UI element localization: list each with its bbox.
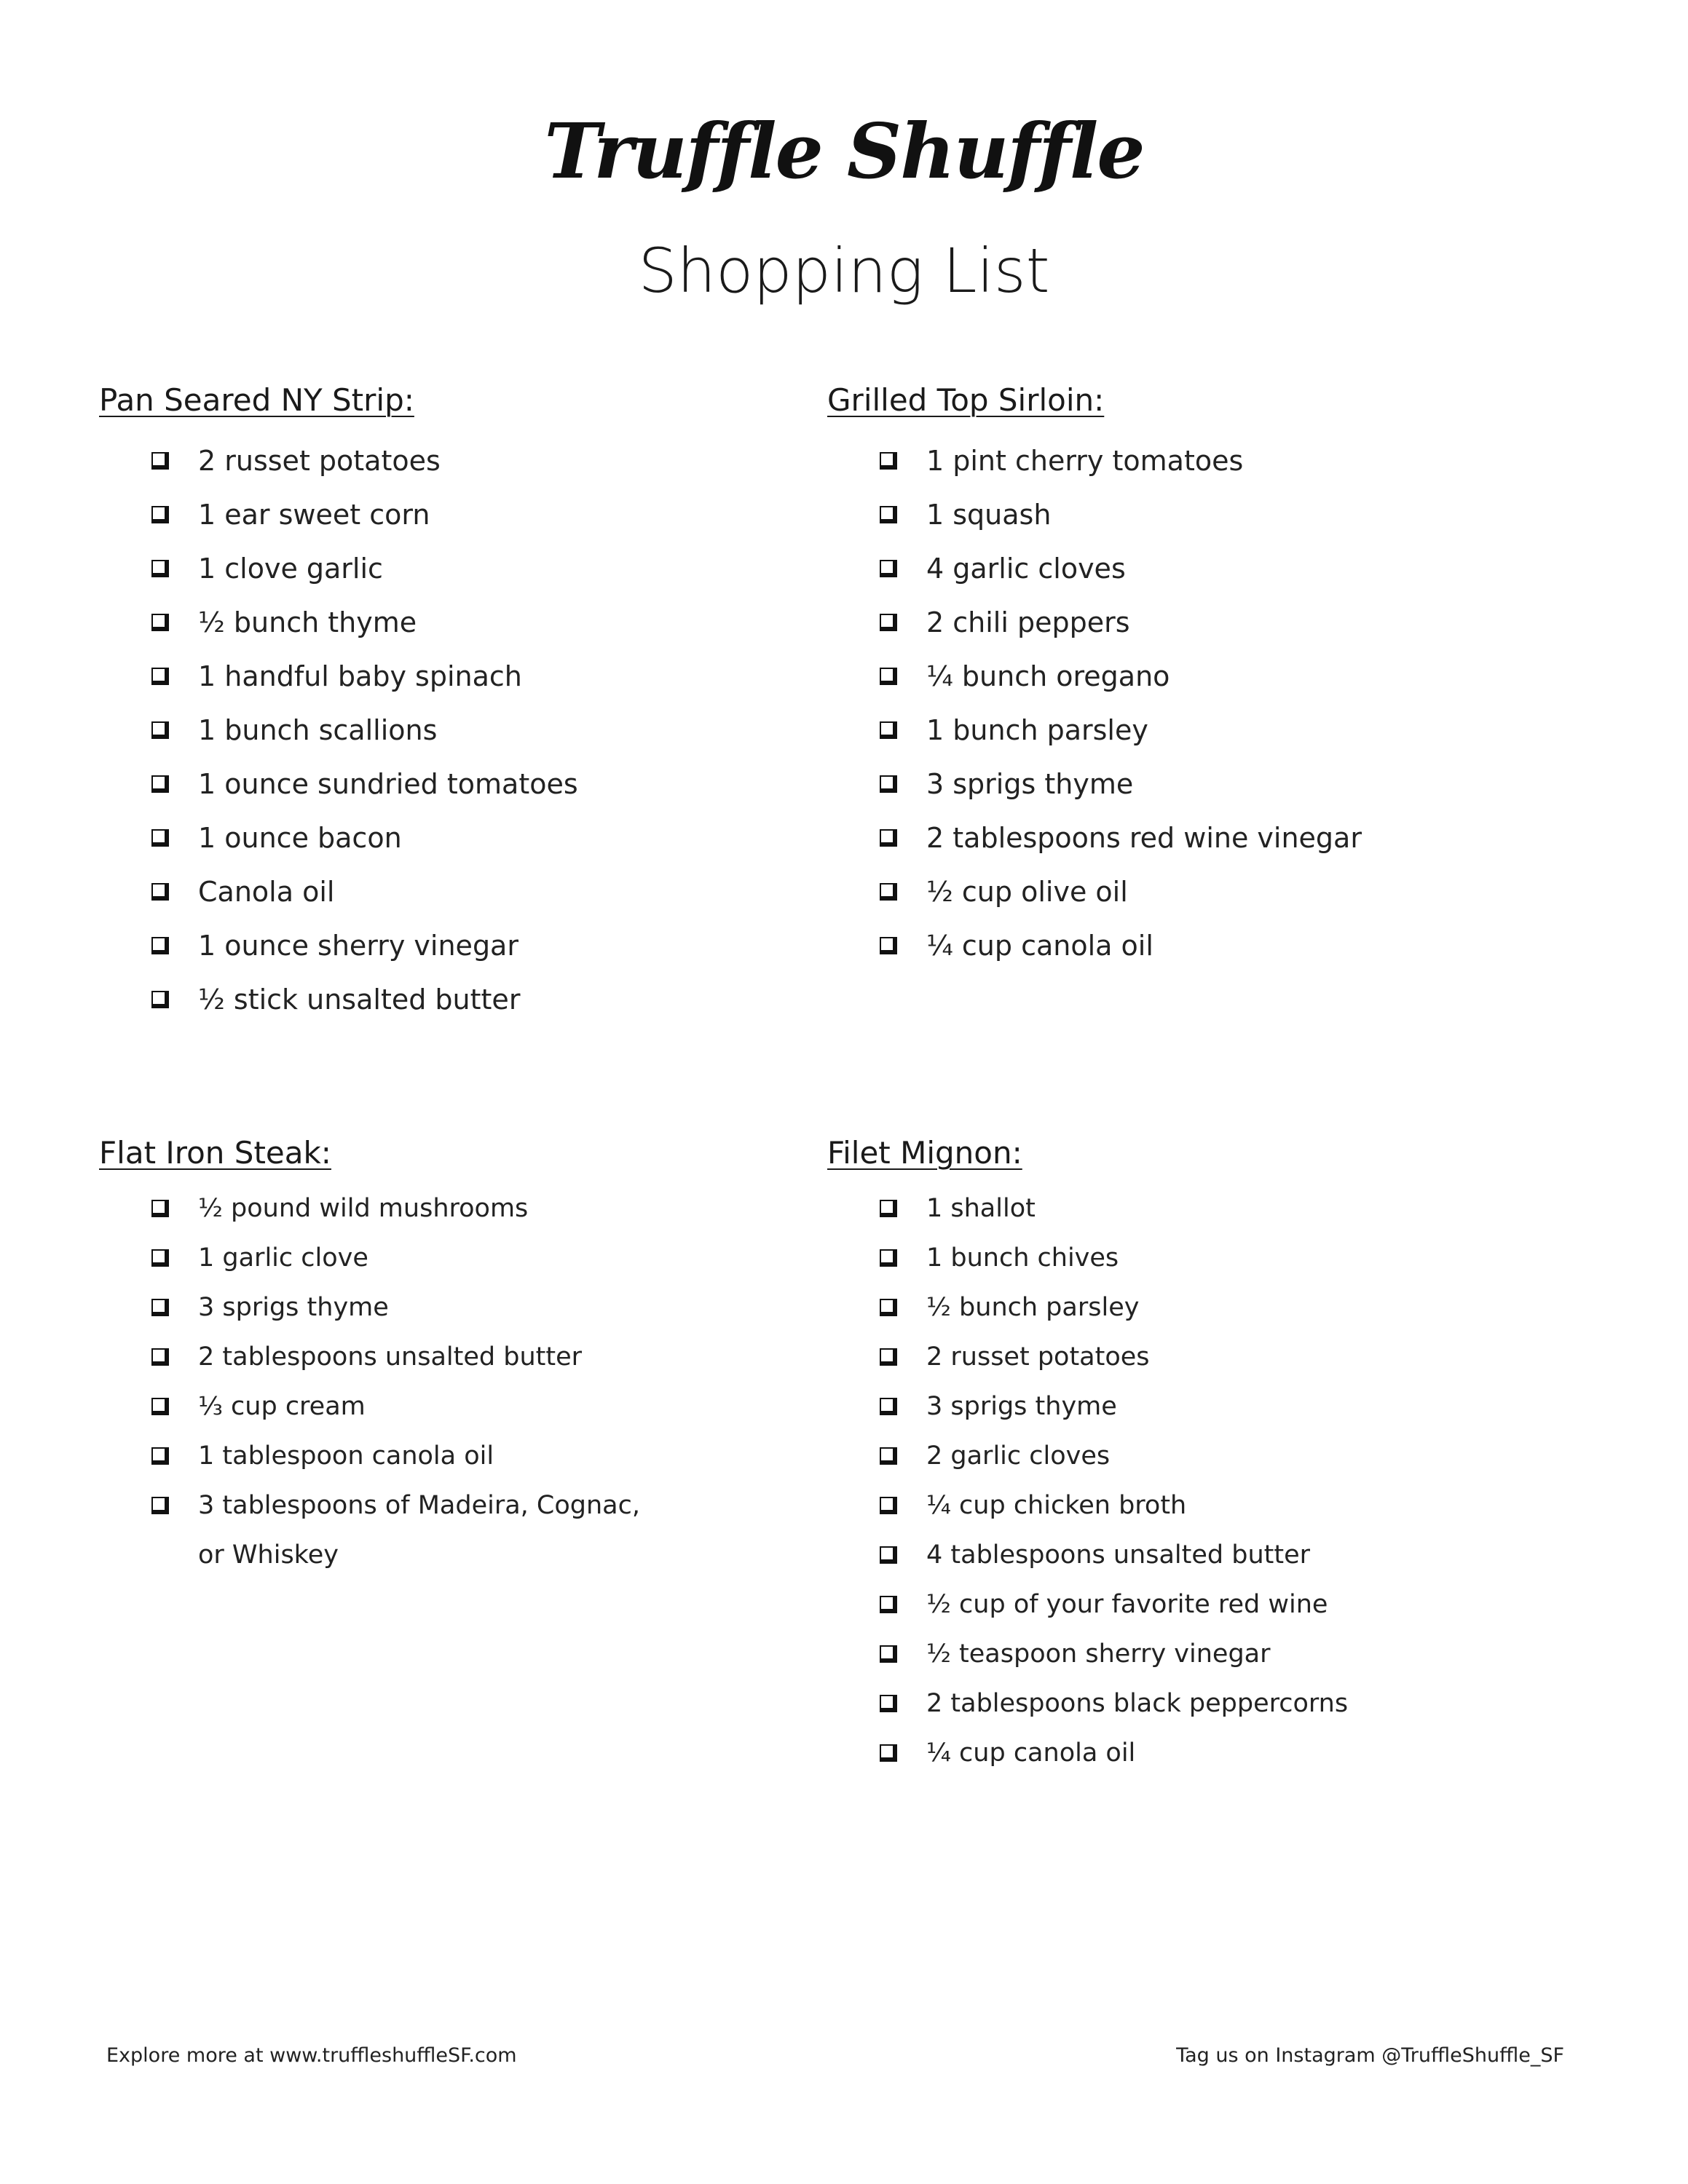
- item-label: 2 chili peppers: [926, 606, 1130, 638]
- checkbox-icon[interactable]: [880, 1299, 897, 1316]
- checkbox-icon[interactable]: [151, 1249, 169, 1267]
- item-label: ⅓ cup cream: [198, 1392, 366, 1421]
- list-item: [880, 1728, 1348, 1778]
- section-heading: Grilled Top Sirloin:: [827, 382, 1105, 418]
- checkbox-icon[interactable]: [151, 937, 169, 954]
- list-item: [880, 703, 1362, 757]
- item-label: 1 pint cherry tomatoes: [926, 445, 1244, 477]
- section-grilled-top-sirloin: [827, 380, 1362, 973]
- checkbox-icon[interactable]: [151, 775, 169, 793]
- shopping-items: [880, 434, 1362, 973]
- checkbox-icon[interactable]: [151, 560, 169, 577]
- item-label: ½ pound wild mushrooms: [198, 1194, 529, 1223]
- list-item: [151, 649, 578, 703]
- item-label: ¼ cup chicken broth: [926, 1491, 1187, 1520]
- item-label: 1 garlic clove: [198, 1243, 368, 1273]
- list-item: [151, 1184, 640, 1233]
- checkbox-icon[interactable]: [151, 1348, 169, 1366]
- list-item: [880, 865, 1362, 919]
- item-label: 2 tablespoons red wine vinegar: [926, 822, 1362, 854]
- list-item: [151, 757, 578, 811]
- section-heading: Filet Mignon:: [827, 1135, 1022, 1171]
- footer-website: Explore more at www.truffleshuffleSF.com: [106, 2044, 517, 2067]
- checkbox-icon[interactable]: [151, 1299, 169, 1316]
- list-item: [880, 1481, 1348, 1530]
- item-label: 2 russet potatoes: [926, 1342, 1150, 1372]
- list-item: [880, 1629, 1348, 1679]
- list-item: [880, 1332, 1348, 1382]
- item-label: ¼ cup canola oil: [926, 930, 1153, 962]
- item-label: 1 ounce bacon: [198, 822, 402, 854]
- checkbox-icon[interactable]: [151, 452, 169, 470]
- item-label: ½ bunch thyme: [198, 606, 417, 638]
- list-item: [880, 1283, 1348, 1332]
- item-label: ½ cup olive oil: [926, 876, 1128, 908]
- item-label: 1 bunch chives: [926, 1243, 1119, 1273]
- checkbox-icon[interactable]: [880, 721, 897, 739]
- checkbox-icon[interactable]: [880, 1497, 897, 1514]
- checkbox-icon[interactable]: [880, 775, 897, 793]
- checkbox-icon[interactable]: [151, 1398, 169, 1415]
- list-item: [880, 1679, 1348, 1728]
- list-item: [151, 1481, 640, 1580]
- list-item: [151, 434, 578, 488]
- item-label: 3 tablespoons of Madeira, Cognac, or Whiskey: [198, 1491, 640, 1570]
- section-pan-seared-ny-strip: [99, 380, 578, 1026]
- checkbox-icon[interactable]: [151, 829, 169, 847]
- list-item: [151, 1233, 640, 1283]
- list-item: [880, 649, 1362, 703]
- list-item: [151, 811, 578, 865]
- checkbox-icon[interactable]: [151, 506, 169, 523]
- checkbox-icon[interactable]: [880, 1546, 897, 1564]
- checkbox-icon[interactable]: [880, 1744, 897, 1762]
- checkbox-icon[interactable]: [880, 883, 897, 901]
- list-item: [151, 596, 578, 649]
- item-label: 3 sprigs thyme: [926, 1392, 1117, 1421]
- checkbox-icon[interactable]: [880, 1200, 897, 1217]
- item-label: 2 russet potatoes: [198, 445, 441, 477]
- list-item: [151, 919, 578, 973]
- section-flat-iron-steak: [99, 1133, 640, 1580]
- item-label: ½ cup of your favorite red wine: [926, 1590, 1328, 1619]
- item-label: 3 sprigs thyme: [198, 1293, 389, 1322]
- list-item: [880, 596, 1362, 649]
- footer-instagram: Tag us on Instagram @TruffleShuffle_SF: [1176, 2044, 1564, 2067]
- brand-wordmark: Truffle Shuffle: [544, 106, 1144, 196]
- checkbox-icon[interactable]: [880, 829, 897, 847]
- list-item: [151, 703, 578, 757]
- item-label: ¼ cup canola oil: [926, 1738, 1136, 1768]
- item-label: 1 bunch parsley: [926, 714, 1148, 746]
- checkbox-icon[interactable]: [880, 1695, 897, 1712]
- item-label: 1 handful baby spinach: [198, 660, 522, 692]
- checkbox-icon[interactable]: [880, 452, 897, 470]
- checkbox-icon[interactable]: [151, 1497, 169, 1514]
- shopping-items: [151, 1184, 640, 1580]
- list-item: [880, 1382, 1348, 1431]
- checkbox-icon[interactable]: [880, 1447, 897, 1465]
- item-label: 4 tablespoons unsalted butter: [926, 1540, 1310, 1570]
- list-item: [880, 1233, 1348, 1283]
- item-label: 3 sprigs thyme: [926, 768, 1134, 800]
- checkbox-icon[interactable]: [151, 721, 169, 739]
- page-title: Shopping List: [638, 235, 1050, 306]
- checkbox-icon[interactable]: [880, 1249, 897, 1267]
- checkbox-icon[interactable]: [880, 506, 897, 523]
- item-label: 1 ounce sundried tomatoes: [198, 768, 578, 800]
- item-label: ½ stick unsalted butter: [198, 984, 521, 1016]
- checkbox-icon[interactable]: [151, 614, 169, 631]
- list-item: [151, 1332, 640, 1382]
- checkbox-icon[interactable]: [880, 1348, 897, 1366]
- item-label: ¼ bunch oregano: [926, 660, 1170, 692]
- list-item: [880, 919, 1362, 973]
- item-label: 1 clove garlic: [198, 553, 383, 585]
- list-item: [880, 434, 1362, 488]
- checkbox-icon[interactable]: [880, 1596, 897, 1613]
- section-heading: Flat Iron Steak:: [99, 1135, 331, 1171]
- item-label: 1 squash: [926, 499, 1052, 531]
- list-item: [880, 1580, 1348, 1629]
- item-label: 1 tablespoon canola oil: [198, 1441, 494, 1471]
- list-item: [151, 973, 578, 1026]
- item-label: ½ teaspoon sherry vinegar: [926, 1639, 1271, 1669]
- list-item: [880, 1431, 1348, 1481]
- checkbox-icon[interactable]: [151, 668, 169, 685]
- section-heading: Pan Seared NY Strip:: [99, 382, 414, 418]
- list-item: [151, 488, 578, 542]
- list-item: [151, 1283, 640, 1332]
- list-item: [880, 542, 1362, 596]
- shopping-items: [880, 1184, 1348, 1778]
- list-item: [880, 1184, 1348, 1233]
- list-item: [151, 865, 578, 919]
- checkbox-icon[interactable]: [880, 1645, 897, 1663]
- brand-logo: [0, 108, 1688, 195]
- item-label: 1 bunch scallions: [198, 714, 438, 746]
- checkbox-icon[interactable]: [151, 991, 169, 1008]
- list-item: [880, 488, 1362, 542]
- item-label: 4 garlic cloves: [926, 553, 1126, 585]
- checkbox-icon[interactable]: [151, 1447, 169, 1465]
- checkbox-icon[interactable]: [880, 937, 897, 954]
- item-label: 2 tablespoons unsalted butter: [198, 1342, 582, 1372]
- section-filet-mignon: [827, 1133, 1348, 1778]
- item-label: 2 tablespoons black peppercorns: [926, 1689, 1349, 1718]
- checkbox-icon[interactable]: [880, 614, 897, 631]
- list-item: [880, 1530, 1348, 1580]
- item-label: 1 ear sweet corn: [198, 499, 430, 531]
- item-label: 2 garlic cloves: [926, 1441, 1111, 1471]
- checkbox-icon[interactable]: [151, 883, 169, 901]
- list-item: [151, 1382, 640, 1431]
- list-item: [880, 757, 1362, 811]
- list-item: [151, 1431, 640, 1481]
- checkbox-icon[interactable]: [151, 1200, 169, 1217]
- shopping-items: [151, 434, 578, 1026]
- list-item: [151, 542, 578, 596]
- item-label: 1 ounce sherry vinegar: [198, 930, 518, 962]
- checkbox-icon[interactable]: [880, 668, 897, 685]
- checkbox-icon[interactable]: [880, 560, 897, 577]
- checkbox-icon[interactable]: [880, 1398, 897, 1415]
- item-label: Canola oil: [198, 876, 335, 908]
- list-item: [880, 811, 1362, 865]
- item-label: ½ bunch parsley: [926, 1293, 1140, 1322]
- item-label: 1 shallot: [926, 1194, 1036, 1223]
